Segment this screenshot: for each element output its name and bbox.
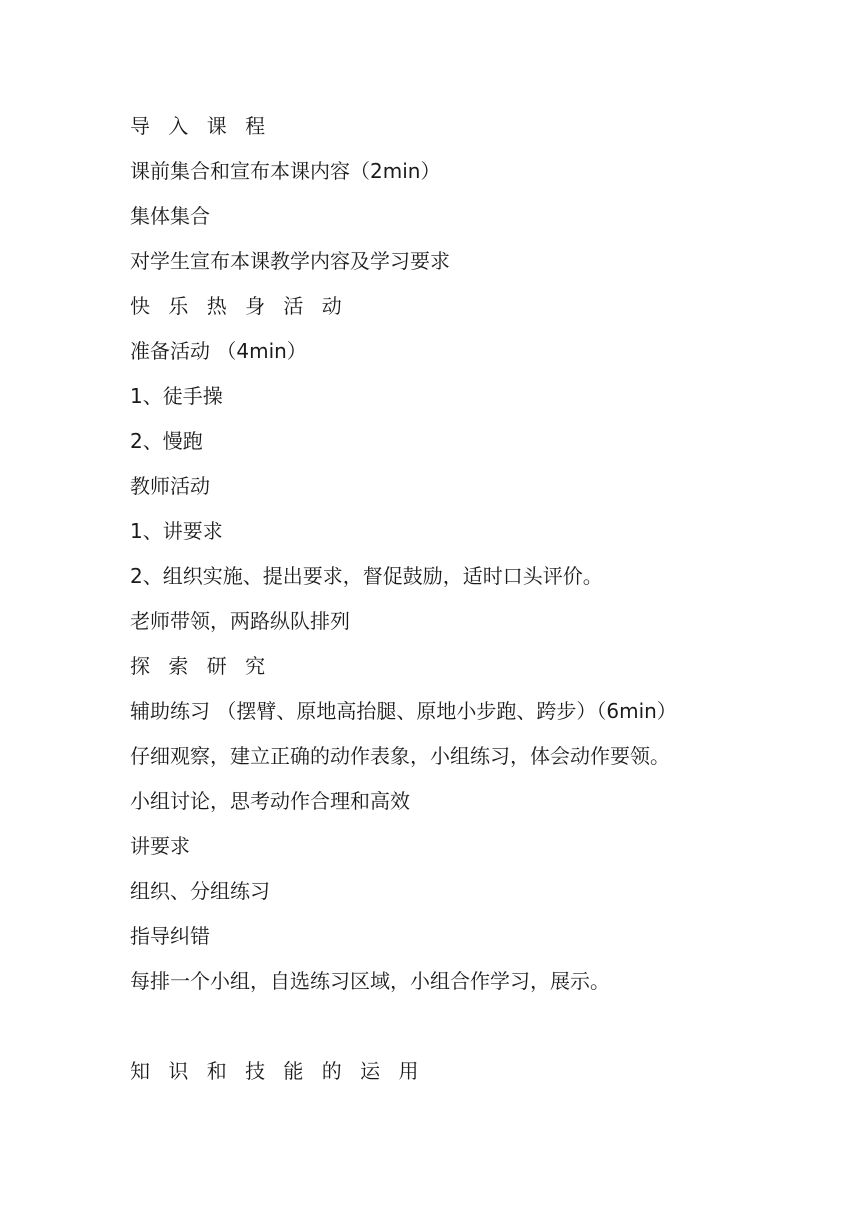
text-line: 1、徒手操 [130,384,223,408]
section-heading-warmup: 快 乐 热 身 活 动 [130,294,348,318]
text-line: 辅助练习 （摆臂、原地高抬腿、原地小步跑、跨步）（6min） [130,699,677,723]
text-line: 指导纠错 [130,924,210,948]
text-line: 小组讨论，思考动作合理和高效 [130,789,410,813]
text-line: 准备活动 （4min） [130,339,307,363]
text-line: 教师活动 [130,474,210,498]
text-line: 1、讲要求 [130,519,223,543]
text-line: 每排一个小组，自选练习区域，小组合作学习，展示。 [130,969,610,993]
text-line: 老师带领，两路纵队排列 [130,609,350,633]
section-heading-explore: 探 索 研 究 [130,654,272,678]
text-line: 组织、分组练习 [130,879,270,903]
text-line: 集体集合 [130,204,210,228]
text-line: 2、组织实施、提出要求，督促鼓励，适时口头评价。 [130,564,603,588]
text-line: 课前集合和宣布本课内容（2min） [130,159,441,183]
text-line: 讲要求 [130,834,190,858]
text-line: 对学生宣布本课教学内容及学习要求 [130,249,450,273]
text-line: 2、慢跑 [130,429,203,453]
section-heading-intro: 导 入 课 程 [130,114,272,138]
text-line: 仔细观察，建立正确的动作表象，小组练习，体会动作要领。 [130,744,670,768]
section-heading-application: 知 识 和 技 能 的 运 用 [130,1059,425,1083]
